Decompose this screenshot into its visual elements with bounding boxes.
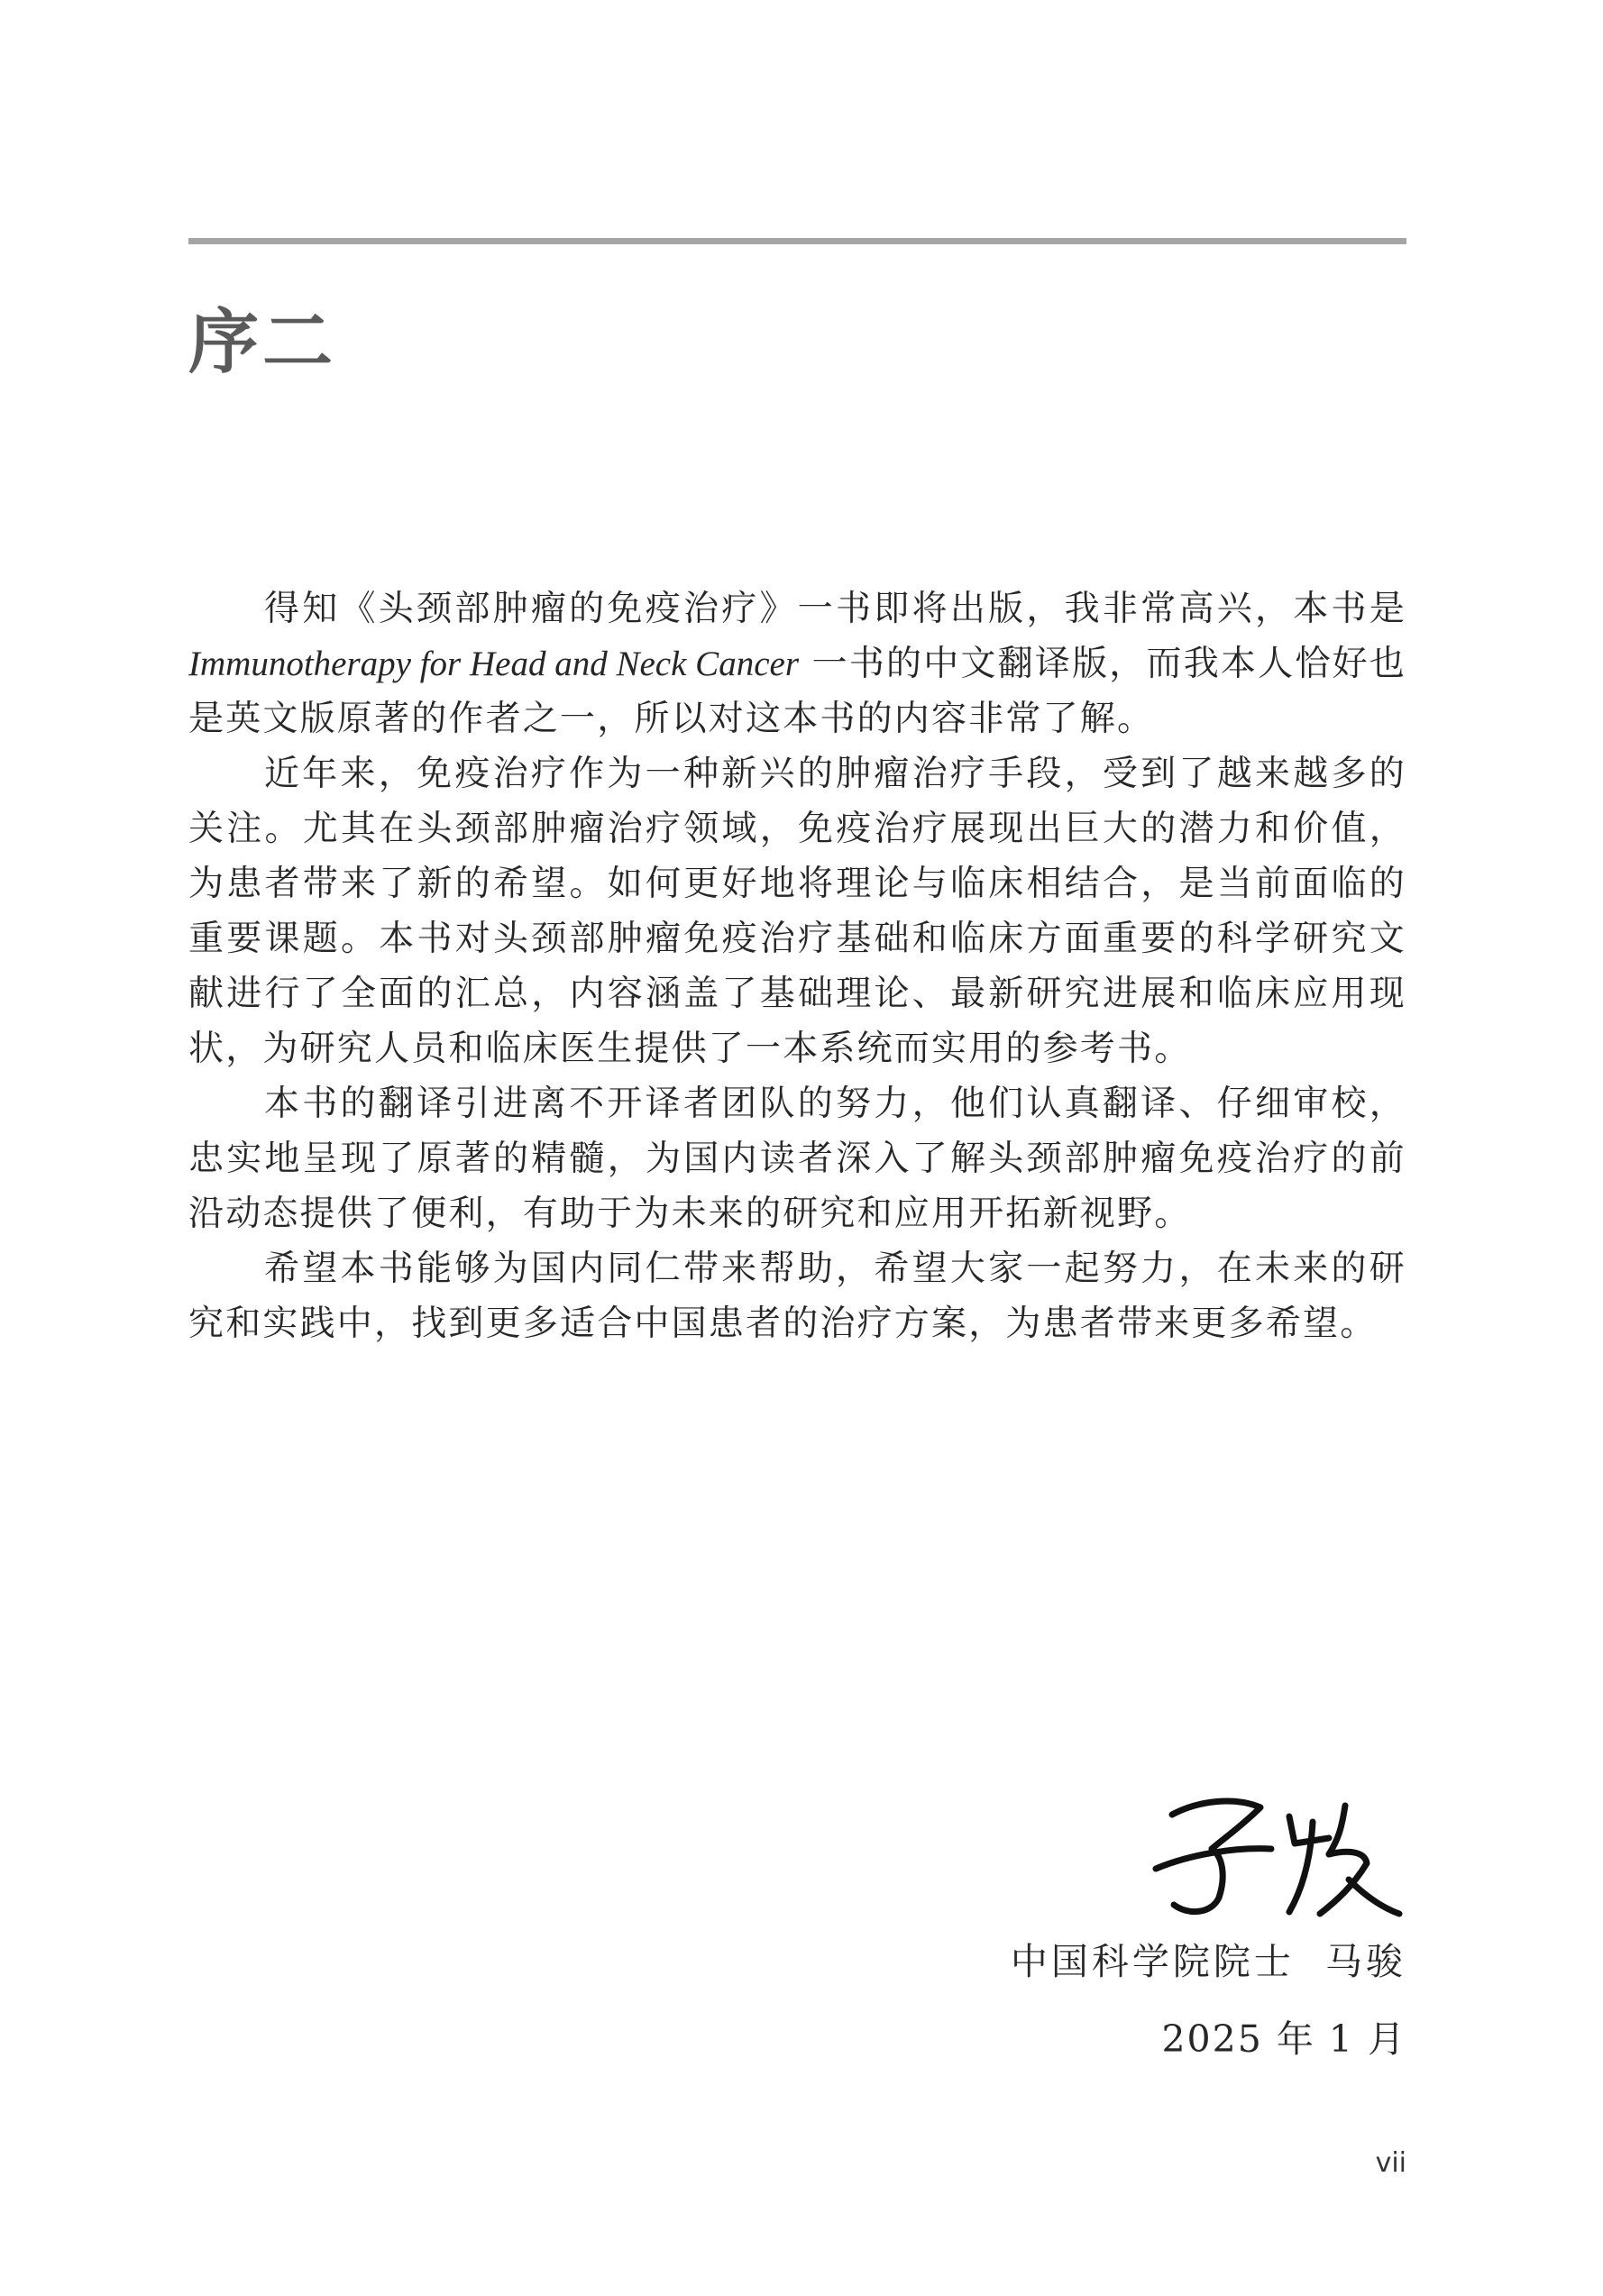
paragraph-1-text-before: 得知《头颈部肿瘤的免疫治疗》一书即将出版，我非常高兴，本书是 xyxy=(264,589,1406,629)
paragraph-4: 希望本书能够为国内同仁带来帮助，希望大家一起努力，在未来的研究和实践中，找到更多适合中国患者的治疗方案，为患者带来更多希望。 xyxy=(188,1249,1406,1344)
chapter-title: 序二 xyxy=(188,302,337,383)
paragraph-1 xyxy=(188,581,1406,746)
paragraph-1-text-after: 一书的中文翻译版，而我本人恰好也是英文版原著的作者之一，所以对这本书的内容非常了解。 xyxy=(188,644,1406,739)
handwritten-signature xyxy=(1136,1789,1406,1925)
header-rule xyxy=(188,238,1406,244)
author-name: 马骏 xyxy=(1325,1940,1406,1983)
author-line xyxy=(1011,1936,1406,1987)
book-title-english: Immunotherapy for Head and Neck Cancer xyxy=(188,645,799,683)
paragraph-2: 近年来，免疫治疗作为一种新兴的肿瘤治疗手段，受到了越来越多的关注。尤其在头颈部肿瘤治疗领域，免疫治疗展现出巨大的潜力和价值，为患者带来了新的希望。如何更好地将理论与临床相结合，是当前面临的重要课题。本书对头颈部肿瘤免疫治疗基础和临床方面重要的科学研究文献进行了全面的汇总，内容涵盖了基础理论、最新研究进展和临床应用现状，为研究人员和临床医生提供了一本系统而实用的参考书。 xyxy=(188,754,1406,1069)
signature-date: 2025 年 1 月 xyxy=(1161,2017,1406,2061)
preface-body xyxy=(188,581,1406,1351)
paragraph-3: 本书的翻译引进离不开译者团队的努力，他们认真翻译、仔细审校，忠实地呈现了原著的精髓，为国内读者深入了解头颈部肿瘤免疫治疗的前沿动态提供了便利，有助于为未来的研究和应用开拓新视野。 xyxy=(188,1084,1406,1234)
author-title: 中国科学院院士 xyxy=(1010,1940,1295,1983)
page-number: vii xyxy=(1375,2147,1406,2179)
